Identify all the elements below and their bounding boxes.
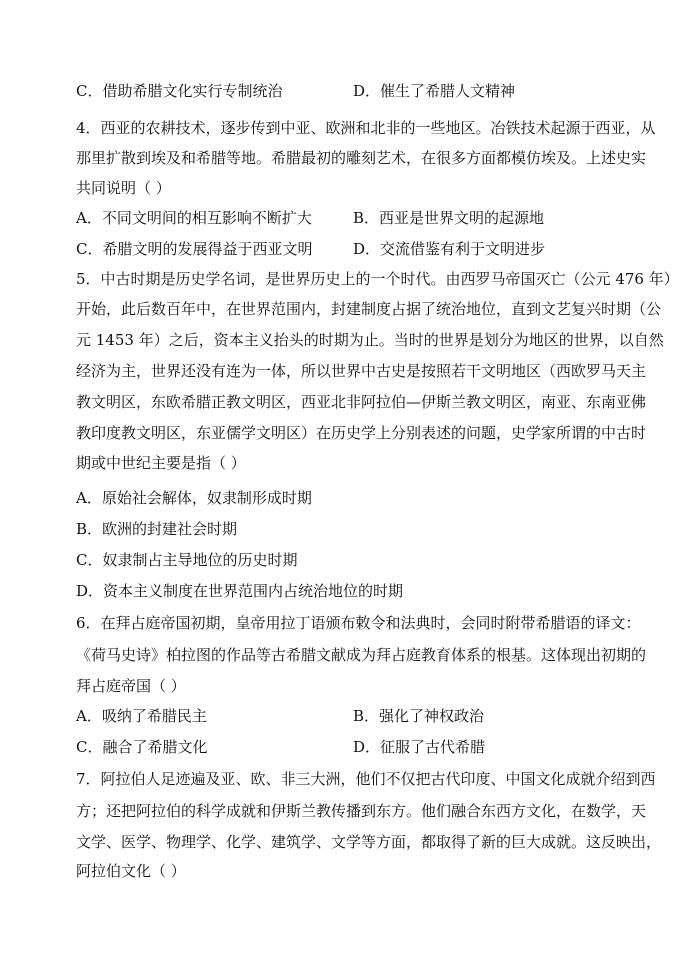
q5-stem-line1: 5．中古时期是历史学名词，是世界历史上的一个时代。由西罗马帝国灭亡（公元 476 年） [76, 270, 679, 288]
q3-option-d: D．催生了希腊人文精神 [353, 82, 516, 100]
q5-option-b: B．欧洲的封建社会时期 [76, 520, 238, 538]
q4-stem-line3: 共同说明（ ） [76, 179, 171, 197]
q7-stem-line1: 7．阿拉伯人足迹遍及亚、欧、非三大洲，他们不仅把古代印度、中国文化成就介绍到西 [76, 770, 656, 788]
q7-stem-line4: 阿拉伯文化（ ） [76, 862, 186, 880]
q5-stem-line2: 开始，此后数百年中，在世界范围内，封建制度占据了统治地位，直到文艺复兴时期（公 [76, 300, 662, 318]
q4-option-a: A．不同文明间的相互影响不断扩大 [76, 209, 312, 227]
q4-option-d: D．交流借鉴有利于文明进步 [353, 240, 546, 258]
q5-option-d: D．资本主义制度在世界范围内占统治地位的时期 [76, 582, 404, 600]
q4-stem-line1: 4．西亚的农耕技术，逐步传到中亚、欧洲和北非的一些地区。冶铁技术起源于西亚，从 [76, 119, 656, 137]
q7-stem-line3: 文学、医学、物理学、化学、建筑学、文学等方面，都取得了新的巨大成就。这反映出， [76, 833, 662, 851]
q3-option-c: C．借助希腊文化实行专制统治 [76, 82, 283, 100]
q6-option-c: C．融合了希腊文化 [76, 738, 208, 756]
q6-stem-line1: 6．在拜占庭帝国初期，皇帝用拉丁语颁布敕令和法典时，会同时附带希腊语的译文： [76, 614, 641, 632]
q5-option-a: A．原始社会解体，奴隶制形成时期 [76, 489, 312, 507]
q5-stem-line6: 教印度教文明区，东亚儒学文明区）在历史学上分别表述的问题，史学家所谓的中古时 [76, 424, 647, 442]
q6-stem-line3: 拜占庭帝国（ ） [76, 677, 186, 695]
q6-option-a: A．吸纳了希腊民主 [76, 707, 207, 725]
q5-stem-line3: 元 1453 年）之后，资本主义抬头的时期为止。当时的世界是划分为地区的世界，以自然 [76, 331, 664, 349]
q6-option-b: B．强化了神权政治 [353, 707, 485, 725]
q6-option-d: D．征服了古代希腊 [353, 738, 486, 756]
q5-stem-line5: 教文明区，东欧希腊正教文明区，西亚北非阿拉伯—伊斯兰教文明区，南亚、东南亚佛 [76, 393, 647, 411]
q5-option-c: C．奴隶制占主导地位的历史时期 [76, 551, 298, 569]
q4-option-b: B．西亚是世界文明的起源地 [353, 209, 545, 227]
q5-stem-line4: 经济为主，世界还没有连为一体，所以世界中古史是按照若干文明地区（西欧罗马天主 [76, 362, 647, 380]
q7-stem-line2: 方；还把阿拉伯的科学成就和伊斯兰教传播到东方。他们融合东西方文化，在数学，天 [76, 802, 647, 820]
q4-option-c: C．希腊文明的发展得益于西亚文明 [76, 240, 313, 258]
q6-stem-line2: 《荷马史诗》柏拉图的作品等古希腊文献成为拜占庭教育体系的根基。这体现出初期的 [76, 646, 647, 664]
q4-stem-line2: 那里扩散到埃及和希腊等地。希腊最初的雕刻艺术，在很多方面都模仿埃及。上述史实 [76, 149, 647, 167]
q5-stem-line7: 期或中世纪主要是指（ ） [76, 454, 246, 472]
